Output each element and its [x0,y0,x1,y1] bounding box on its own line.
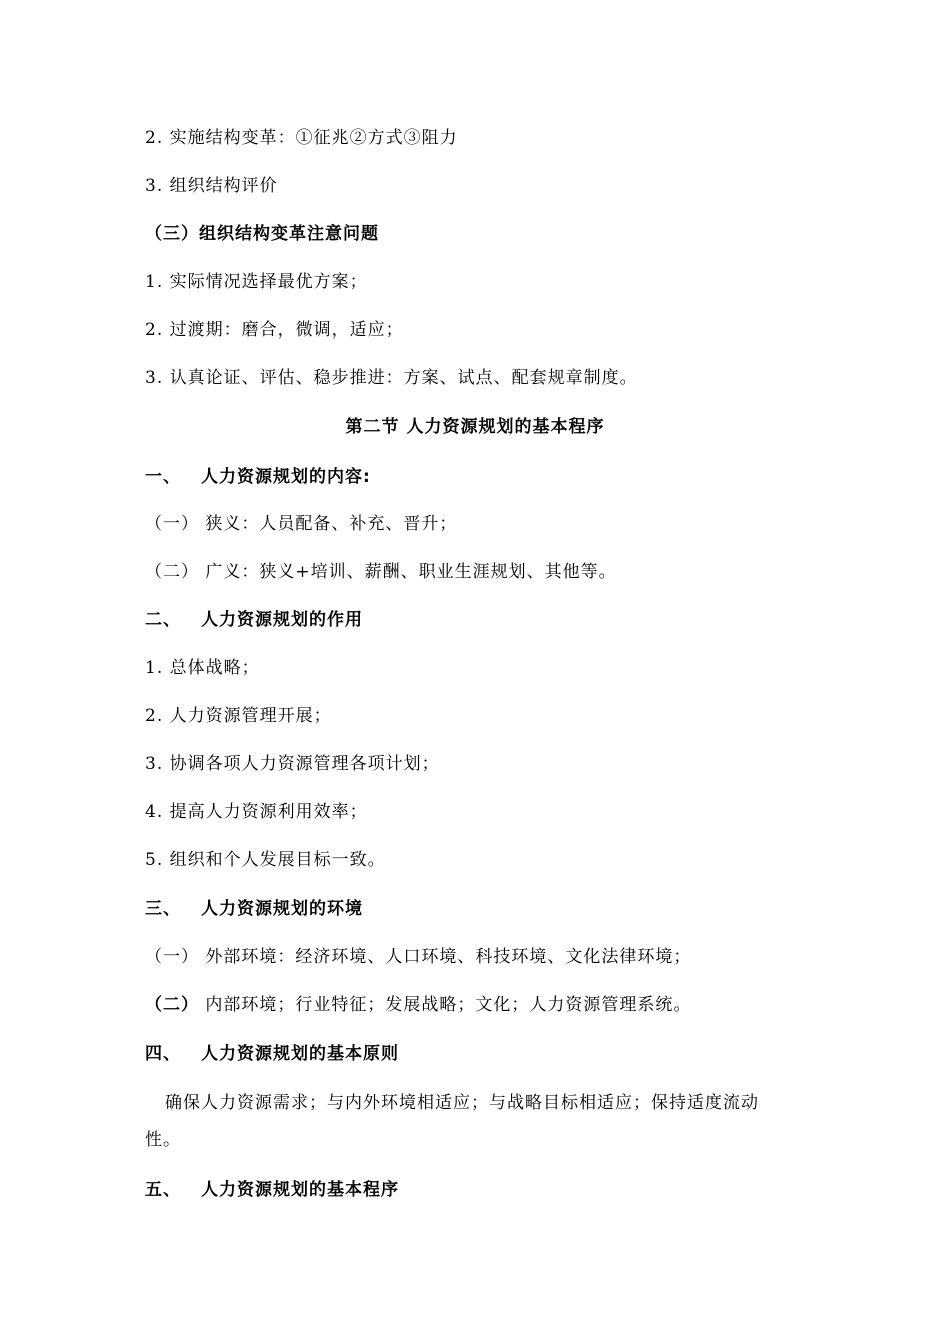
heading-text: 人力资源规划的环境 [201,899,363,919]
heading-number: 三、 [145,899,181,919]
list-item: 1. 总体战略； [145,658,260,678]
list-item: 1. 实际情况选择最优方案； [145,272,368,292]
list-prefix: （二） [145,995,199,1015]
section-title: 第二节 人力资源规划的基本程序 [345,417,605,437]
heading-text: 人力资源规划的内容: [201,467,371,487]
heading-number: 四、 [145,1044,181,1064]
list-item: 4. 提高人力资源利用效率； [145,802,368,822]
heading-number: 五、 [145,1180,181,1200]
paragraph-line: 性。 [145,1130,181,1150]
subsection-heading: （三）组织结构变革注意问题 [145,224,379,244]
list-item: 3. 认真论证、评估、稳步推进：方案、试点、配套规章制度。 [145,368,638,388]
heading-1 [145,465,371,489]
heading-3 [145,897,363,921]
heading-2 [145,608,363,632]
list-item: 2. 过渡期：磨合，微调，适应； [145,320,404,340]
list-item: 2. 实施结构变革：①征兆②方式③阻力 [145,128,458,148]
list-text: 内部环境；行业特征；发展战略；文化；人力资源管理系统。 [199,995,692,1015]
heading-number: 一、 [145,467,181,487]
heading-text: 人力资源规划的基本原则 [201,1044,399,1064]
list-item: （一） 外部环境：经济环境、人口环境、科技环境、文化法律环境； [145,947,692,967]
heading-5 [145,1178,399,1202]
list-item: 5. 组织和个人发展目标一致。 [145,850,386,870]
list-item: 3. 组织结构评价 [145,176,278,196]
heading-text: 人力资源规划的基本程序 [201,1180,399,1200]
list-item: 2. 人力资源管理开展； [145,706,332,726]
heading-number: 二、 [145,610,181,630]
list-item [145,993,691,1017]
list-item: 3. 协调各项人力资源管理各项计划； [145,754,440,774]
paragraph-line: 确保人力资源需求；与内外环境相适应；与战略目标相适应；保持适度流动 [165,1093,759,1113]
heading-text: 人力资源规划的作用 [201,610,363,630]
list-item: （一） 狭义：人员配备、补充、晋升； [145,514,458,534]
list-item: （二） 广义：狭义+培训、薪酬、职业生涯规划、其他等。 [145,562,617,582]
heading-4 [145,1042,399,1066]
